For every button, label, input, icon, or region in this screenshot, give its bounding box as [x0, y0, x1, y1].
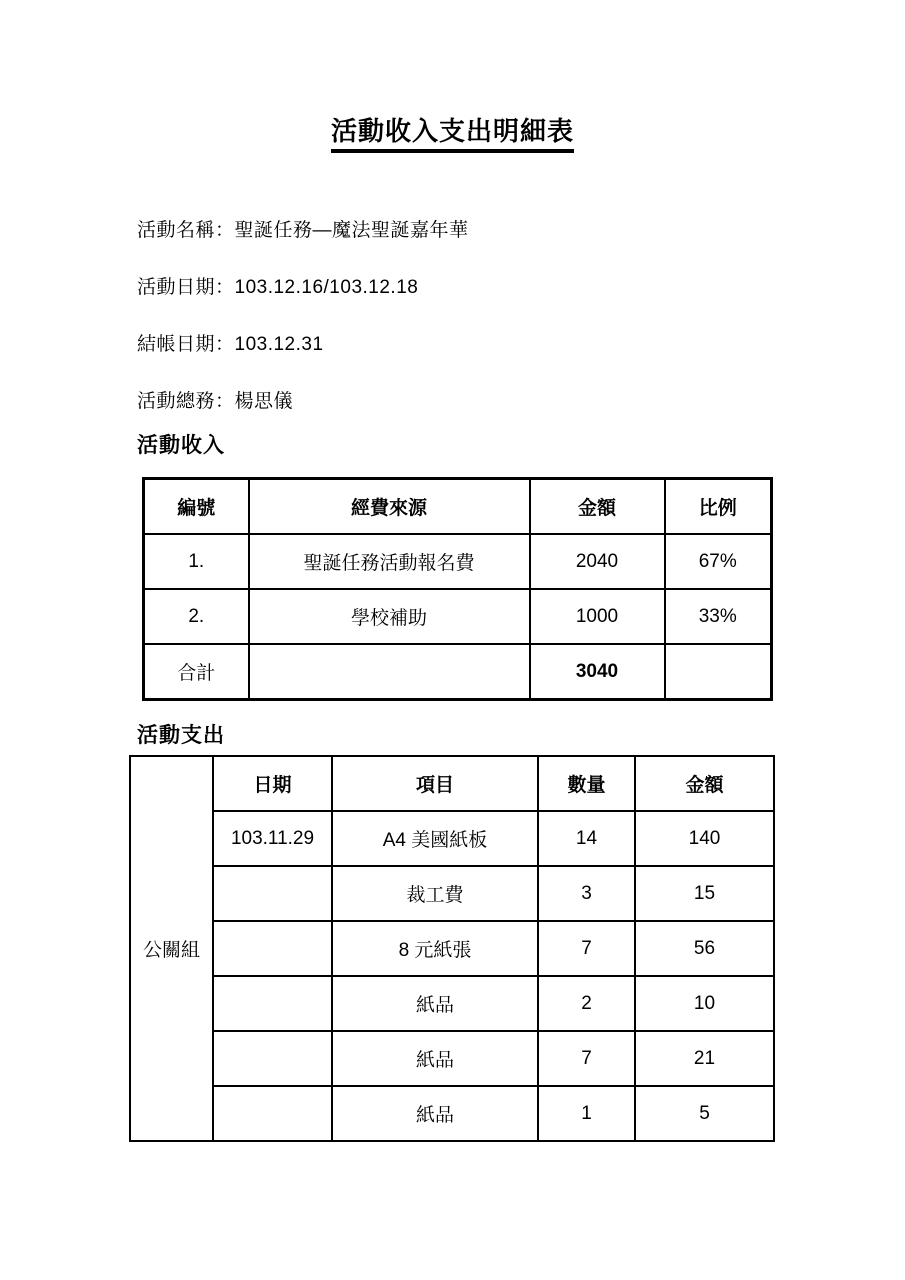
- expense-cell-item: A4 美國紙板: [332, 811, 538, 866]
- expense-cell-item: 紙品: [332, 976, 538, 1031]
- expense-header-amount: 金額: [635, 756, 774, 811]
- income-total-ratio: [665, 644, 772, 700]
- income-total-amount: 3040: [530, 644, 665, 700]
- income-cell-id: 1.: [144, 534, 249, 589]
- income-total-label: 合計: [144, 644, 249, 700]
- expense-cell-amount: 15: [635, 866, 774, 921]
- expense-cell-quantity: 7: [538, 1031, 635, 1086]
- expense-row: [130, 1031, 774, 1086]
- expense-header-item: 項目: [332, 756, 538, 811]
- income-cell-source: 聖誕任務活動報名費: [249, 534, 530, 589]
- expense-group-cell: 公關組: [130, 756, 213, 1141]
- expense-cell-item: 紙品: [332, 1031, 538, 1086]
- income-header-amount: 金額: [530, 479, 665, 535]
- income-cell-id: 2.: [144, 589, 249, 644]
- info-line-activity-name: 活動名稱：聖誕任務—魔法聖誕嘉年華: [137, 220, 469, 241]
- income-header-ratio: 比例: [665, 479, 772, 535]
- expense-cell-date: [213, 1031, 332, 1086]
- income-cell-amount: 1000: [530, 589, 665, 644]
- expense-cell-date: [213, 921, 332, 976]
- expense-cell-amount: 56: [635, 921, 774, 976]
- income-cell-source: 學校補助: [249, 589, 530, 644]
- expense-cell-date: [213, 976, 332, 1031]
- expense-row: [130, 976, 774, 1031]
- expense-section-heading: 活動支出: [137, 724, 225, 747]
- expense-cell-amount: 140: [635, 811, 774, 866]
- expense-cell-date: [213, 1086, 332, 1141]
- income-cell-amount: 2040: [530, 534, 665, 589]
- expense-cell-quantity: 7: [538, 921, 635, 976]
- income-cell-ratio: 33%: [665, 589, 772, 644]
- page-title: [0, 111, 905, 148]
- expense-row: [130, 811, 774, 866]
- expense-cell-quantity: 2: [538, 976, 635, 1031]
- income-header-source: 經費來源: [249, 479, 530, 535]
- expense-cell-amount: 21: [635, 1031, 774, 1086]
- expense-row: [130, 921, 774, 976]
- expense-row: [130, 866, 774, 921]
- expense-cell-item: 8 元紙張: [332, 921, 538, 976]
- expense-cell-item: 紙品: [332, 1086, 538, 1141]
- income-cell-ratio: 67%: [665, 534, 772, 589]
- income-row: [144, 589, 772, 644]
- income-row: [144, 534, 772, 589]
- expense-cell-date: 103.11.29: [213, 811, 332, 866]
- info-line-activity-date: 活動日期：103.12.16/103.12.18: [137, 277, 419, 298]
- page-title-text: 活動收入支出明細表: [331, 116, 574, 153]
- expense-cell-quantity: 3: [538, 866, 635, 921]
- info-line-closing-date: 結帳日期：103.12.31: [137, 334, 324, 355]
- income-header-id: 編號: [144, 479, 249, 535]
- expense-header-row: [130, 756, 774, 811]
- expense-cell-quantity: 14: [538, 811, 635, 866]
- expense-cell-amount: 5: [635, 1086, 774, 1141]
- income-section-heading: 活動收入: [137, 434, 225, 457]
- expense-table: [129, 755, 775, 1142]
- expense-cell-item: 裁工費: [332, 866, 538, 921]
- income-header-row: [144, 479, 772, 535]
- info-line-treasurer: 活動總務：楊思儀: [137, 391, 294, 412]
- expense-cell-date: [213, 866, 332, 921]
- expense-cell-quantity: 1: [538, 1086, 635, 1141]
- expense-header-date: 日期: [213, 756, 332, 811]
- expense-cell-amount: 10: [635, 976, 774, 1031]
- expense-row: [130, 1086, 774, 1141]
- income-total-source: [249, 644, 530, 700]
- expense-header-quantity: 數量: [538, 756, 635, 811]
- income-total-row: [144, 644, 772, 700]
- income-table: [142, 477, 773, 701]
